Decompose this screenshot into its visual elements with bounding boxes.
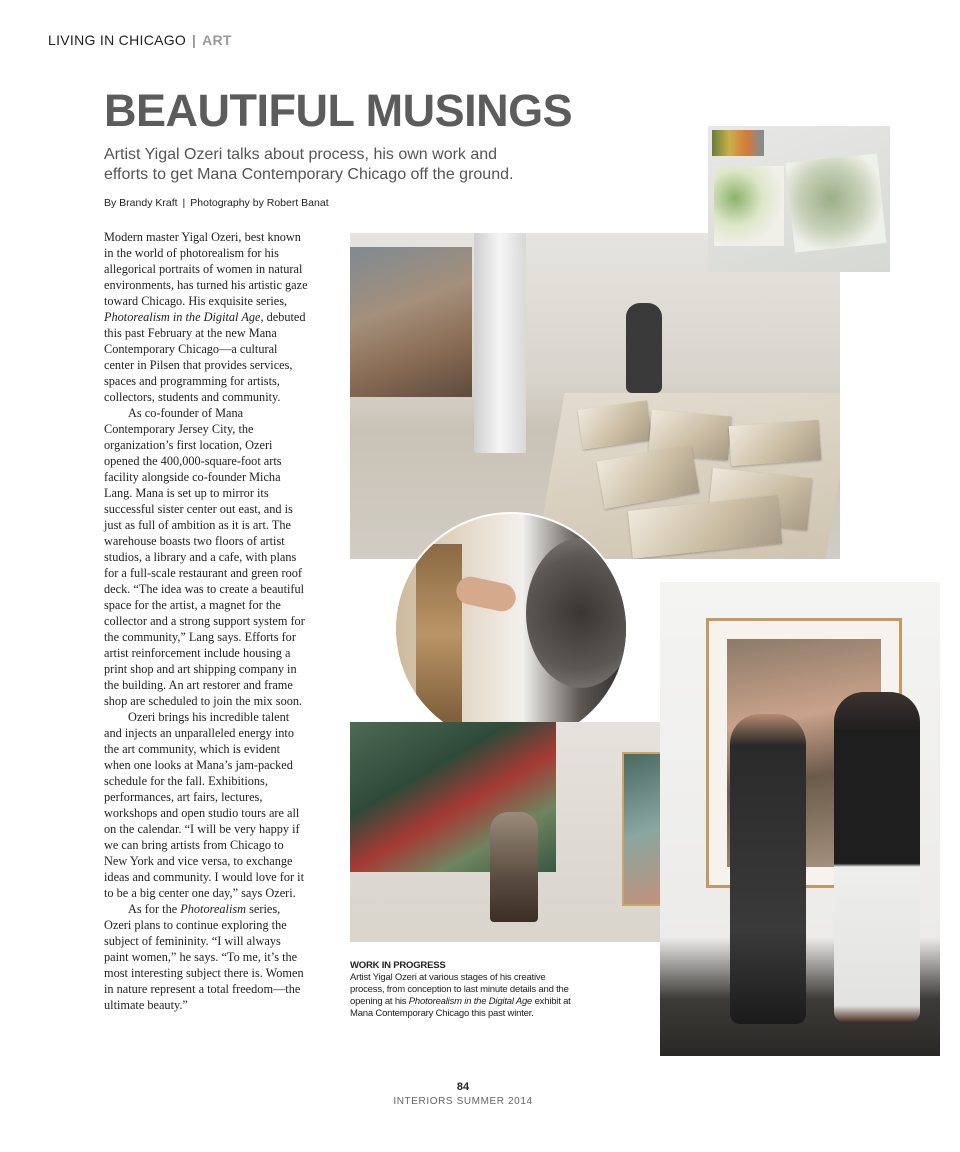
- photo-caption: [350, 960, 580, 1020]
- woman-figure: [730, 714, 806, 1024]
- canvas-detail: [416, 544, 462, 724]
- caption-title: WORK IN PROGRESS: [350, 960, 446, 971]
- sketch-sheet: [729, 420, 822, 466]
- painting-hand: [454, 574, 519, 614]
- section-name: LIVING IN CHICAGO: [48, 32, 187, 48]
- byline-author: By Brandy Kraft: [104, 197, 178, 209]
- body-paragraph-2: As co-founder of Mana Contemporary Jersey City, the organization’s first location, Ozeri opened the 400,000-square-foot arts facility alongside co-founder Micha Lang. Mana is set up to mirror its successful sister center out east, and is just as full of ambition as it is art. The warehouse boasts two floors of artist studios, a library and a cafe, with plans for a full-scale restaurant and green roof deck. “The idea was to create a beautiful space for the artist, a magnet for the collector and a strong support system for the community,” Lang says. Efforts for artist reinforcement include housing a print shop and art shipping company in the building. An art restorer and frame shop are scheduled to join the mix soon.: [104, 406, 305, 708]
- seated-artist: [490, 812, 538, 922]
- byline-photographer: Photography by Robert Banat: [190, 197, 329, 209]
- body-paragraph-3: Ozeri brings his incredible talent and injects an unparalleled energy into the art community, which is evident when one looks at Mana’s jam-packed schedule for the fall. Exhibitions, performances, art fairs, lectures, workshops and open studio tours are all on the calendar. “I will be very happy if we can bring artists from Chicago to New York and vice versa, to exchange ideas and community. I would love for it to be a big center one day,” says Ozeri.: [104, 710, 305, 900]
- article-title: BEAUTIFUL MUSINGS: [104, 85, 573, 136]
- header-separator: |: [192, 32, 197, 48]
- byline: [104, 197, 329, 209]
- category-name: ART: [202, 32, 232, 48]
- studio-photo: [350, 233, 840, 559]
- palette-photo: [708, 126, 890, 272]
- article-body: [104, 229, 308, 1013]
- section-header: [48, 32, 232, 48]
- wall-painting: [350, 247, 472, 397]
- watercolor-sheet: [714, 166, 784, 246]
- studio-column: [474, 233, 526, 453]
- body-paragraph-4: As for the Photorealism series, Ozeri plans to continue exploring the subject of femininity. “I will always paint women,” he says. “To me, it’s the most interesting subject there is. Women in nature represent a total freedom—the ultimate beauty.”: [104, 902, 304, 1012]
- artist-hair: [526, 538, 628, 688]
- byline-separator: |: [182, 197, 186, 209]
- paint-tray: [712, 130, 764, 156]
- magazine-issue: INTERIORS SUMMER 2014: [393, 1096, 533, 1107]
- artist-figure: [834, 692, 920, 1022]
- painting-photo: [350, 722, 690, 942]
- body-paragraph-1: Modern master Yigal Ozeri, best known in the world of photorealism for his allegorical portraits of women in natural environments, has turned his artistic gaze toward Chicago. His exquisite series, Photorealism in the Digital Age, debuted this past February at the new Mana Contemporary Chicago—a cultural center in Pilsen that provides services, spaces and programming for artists, collectors, students and community.: [104, 230, 308, 404]
- closeup-photo: [394, 512, 628, 746]
- artist-figure: [626, 303, 662, 393]
- portrait-sketch: [786, 153, 887, 252]
- page-number: 84: [456, 1081, 470, 1093]
- caption-text: Artist Yigal Ozeri at various stages of his creative process, from conception to last minute details and the opening at his: [350, 972, 569, 1007]
- caption-text-end: exhibit at Mana Contemporary Chicago this past winter.: [350, 996, 571, 1019]
- article-subtitle: Artist Yigal Ozeri talks about process, his own work and efforts to get Mana Contemporary Chicago off the ground.: [104, 146, 514, 183]
- opening-photo: [660, 582, 940, 1056]
- caption-italic: Photorealism in the Digital Age: [408, 996, 533, 1007]
